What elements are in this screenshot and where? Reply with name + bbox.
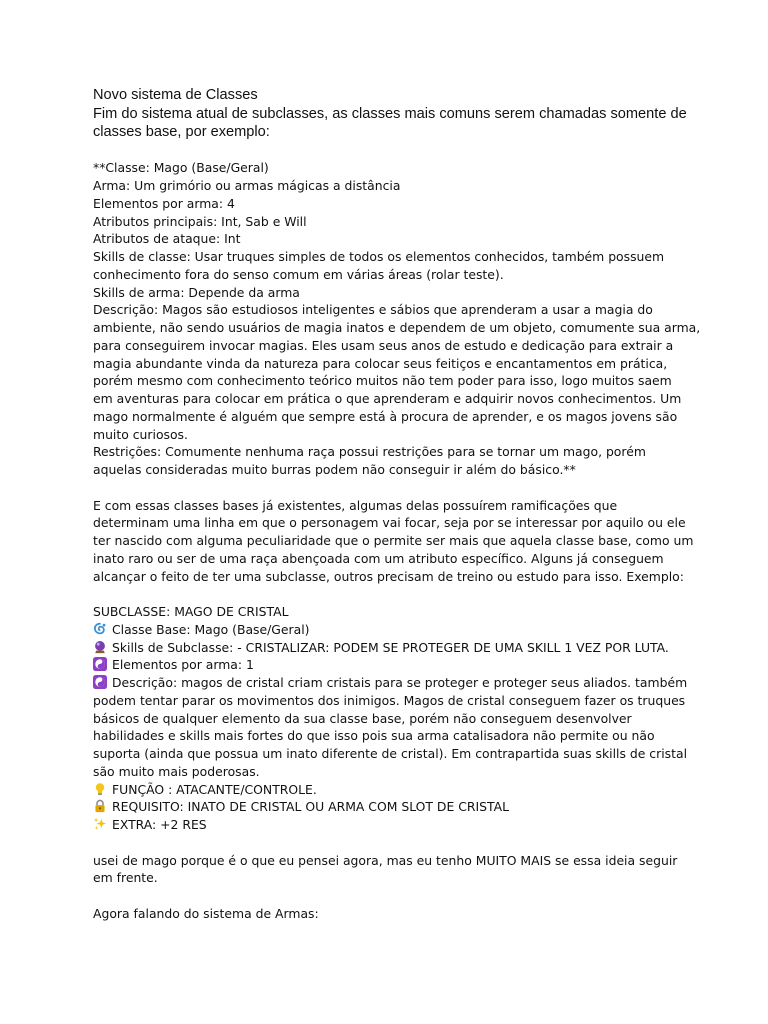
subclass-base-class bbox=[93, 621, 683, 639]
light-bulb-icon bbox=[93, 782, 107, 796]
mage-description-line: magia abundante vinda da natureza para colocar seus feitiços e encantamentos em prática, bbox=[93, 355, 668, 371]
subclass-function-text: FUNÇÃO : ATACANTE/CONTROLE. bbox=[112, 781, 317, 797]
subclass-elements-text: Elementos por arma: 1 bbox=[112, 657, 254, 673]
cyclone-icon bbox=[93, 622, 107, 636]
mage-elements: Elementos por arma: 4 bbox=[93, 195, 235, 211]
subclass-description-text: Descrição: magos de cristal criam cristais para se proteger e proteger seus aliados. também bbox=[112, 675, 688, 690]
paragraph-line: usei de mago porque é o que eu pensei agora, mas eu tenho MUITO MAIS se essa ideia seguir bbox=[93, 852, 678, 868]
weapons-intro: Agora falando do sistema de Armas: bbox=[93, 905, 319, 921]
mage-weapon: Arma: Um grimório ou armas mágicas a distância bbox=[93, 178, 401, 193]
subclass-section bbox=[93, 603, 688, 834]
subclass-requirement-text: REQUISITO: INATO DE CRISTAL OU ARMA COM SLOT DE CRISTAL bbox=[112, 799, 510, 815]
mage-description-line: mago normalmente é alguém que sempre está à procura de aprender, e os magos jovens são bbox=[93, 408, 678, 424]
paragraph-line: E com essas classes bases já existentes, algumas delas possuírem ramificações que bbox=[93, 497, 618, 513]
subclass-requirement bbox=[93, 798, 683, 816]
subclass-base-class-text: Classe Base: Mago (Base/Geral) bbox=[112, 621, 310, 637]
sparkles-icon bbox=[93, 817, 107, 831]
mage-restrictions-line: Restrições: Comumente nenhuma raça possui restrições para se tornar um mago, porém bbox=[93, 444, 646, 460]
branches-paragraph bbox=[93, 497, 694, 586]
subclass-description-line bbox=[93, 674, 688, 692]
crystal-ball-icon bbox=[93, 640, 107, 654]
subclass-extra bbox=[93, 816, 683, 834]
document-title: Novo sistema de Classes bbox=[93, 87, 258, 103]
mage-attack-attributes: Atributos de ataque: Int bbox=[93, 231, 241, 247]
subclass-description-line: suporta (ainda que possua um inato diferente de cristal). Em contrapartida suas skills de cristal bbox=[93, 746, 688, 761]
intro-line-1: Fim do sistema atual de subclasses, as classes mais comuns serem chamadas somente de bbox=[93, 105, 687, 122]
mage-class-heading: **Classe: Mago (Base/Geral) bbox=[93, 160, 269, 176]
mage-restrictions-line: aquelas consideradas muito burras podem não conseguir ir além do básico.** bbox=[93, 462, 576, 477]
closing-paragraph bbox=[93, 852, 683, 888]
paragraph-line: inato raro ou ser de uma raça abençoada com um atributo específico. Alguns já conseguem bbox=[93, 550, 664, 566]
mage-description-line: para conseguirem invocar magias. Eles usam seus anos de estudo e dedicação para extrair a bbox=[93, 337, 674, 353]
subclass-skills bbox=[93, 639, 683, 657]
subclass-function bbox=[93, 781, 683, 799]
paragraph-line: em frente. bbox=[93, 870, 158, 886]
subclass-elements bbox=[93, 656, 683, 674]
document-page bbox=[93, 86, 701, 923]
document-header bbox=[93, 86, 687, 142]
paragraph-line: ter nascido com alguma peculiaridade que o permite ser mais que aquela classe base, como um bbox=[93, 533, 694, 548]
mage-description-line: ambiente, não sendo usuários de magia inatos e dependem de um objeto, comumente sua arma, bbox=[93, 320, 701, 335]
mage-class-skills-line: conhecimento fora do senso comum em várias áreas (rolar teste). bbox=[93, 266, 504, 282]
lock-icon bbox=[93, 799, 107, 813]
subclass-extra-text: EXTRA: +2 RES bbox=[112, 817, 207, 832]
intro-line-2: classes base, por exemplo: bbox=[93, 124, 270, 140]
paragraph-line: determinam uma linha em que o personagem vai focar, seja por se interessar por aquilo ou ele bbox=[93, 515, 686, 531]
subclass-description-line: básicos de qualquer elemento da sua classe base, porém não conseguem desenvolver bbox=[93, 710, 632, 726]
subclass-description-line: habilidades e skills mais fortes do que isso pois sua arma catalisadora não permite ou não bbox=[93, 728, 655, 744]
mage-description-line: Descrição: Magos são estudiosos inteligentes e sábios que aprenderam a usar a magia do bbox=[93, 302, 653, 318]
mage-weapon-skills: Skills de arma: Depende da arma bbox=[93, 284, 300, 300]
mage-description-line: porém mesmo com conhecimento teórico muitos não tem poder para isso, logo muitos saem bbox=[93, 373, 672, 389]
subclass-description-line: são muito mais poderosas. bbox=[93, 763, 260, 779]
subclass-skills-text: Skills de Subclasse: - CRISTALIZAR: PODEM SE PROTEGER DE UMA SKILL 1 VEZ POR LUTA. bbox=[112, 639, 669, 655]
yin-yang-icon bbox=[93, 657, 107, 671]
mage-class-section bbox=[93, 159, 701, 479]
mage-class-skills-line: Skills de classe: Usar truques simples de todos os elementos conhecidos, também possuem bbox=[93, 249, 665, 264]
yin-yang-icon bbox=[93, 675, 107, 689]
subclass-heading: SUBCLASSE: MAGO DE CRISTAL bbox=[93, 604, 289, 619]
mage-description-line: muito curiosos. bbox=[93, 426, 188, 442]
document-body bbox=[93, 142, 701, 923]
mage-main-attributes: Atributos principais: Int, Sab e Will bbox=[93, 213, 307, 229]
mage-description-line: em aventuras para colocar em prática o que aprenderam e adquirir novos conhecimentos. Um bbox=[93, 391, 682, 406]
subclass-description-line: podem tentar parar os movimentos dos inimigos. Magos de cristal conseguem fazer os truques bbox=[93, 692, 686, 708]
paragraph-line: alcançar o feito de ter uma subclasse, outros precisam de treino ou estudo para isso. Exemplo: bbox=[93, 568, 684, 584]
